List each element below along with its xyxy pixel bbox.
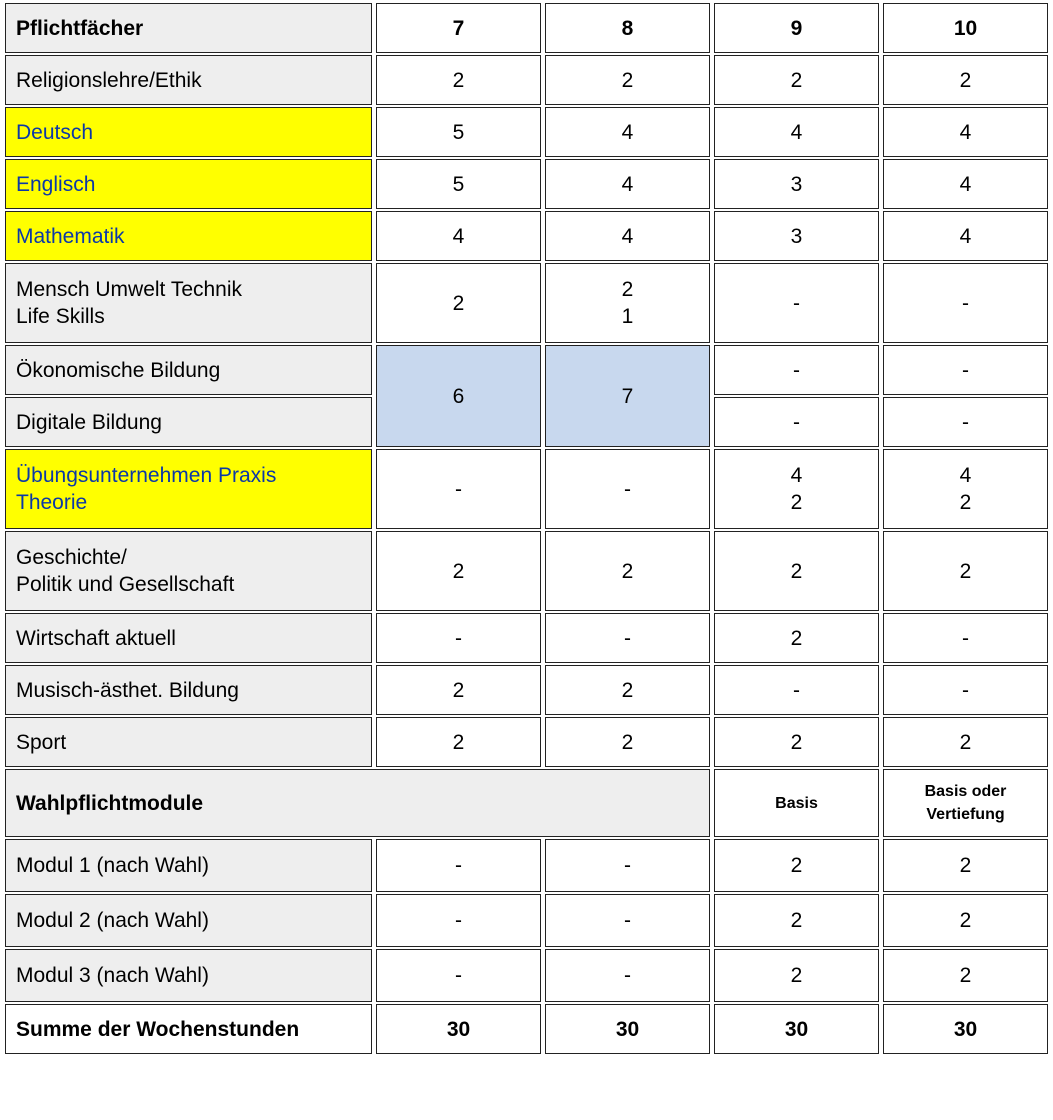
grade-header: 7: [376, 3, 541, 53]
hours-cell: [376, 839, 541, 892]
grade-header: 8: [545, 3, 710, 53]
hours-cell-text: 1: [621, 305, 634, 328]
hours-cell-text: -: [793, 291, 800, 315]
hours-cell-text: -: [624, 964, 631, 987]
hours-cell-text: 3: [790, 172, 803, 196]
table-row: [5, 159, 1048, 209]
merged-hours-cell: [376, 345, 541, 447]
wahlpflicht-level-9-text: Basis: [775, 794, 818, 812]
hours-cell-text: 2: [621, 559, 634, 583]
hours-cell: [714, 107, 879, 157]
subject-label-text: Übungsunternehmen Praxis: [16, 464, 277, 487]
header-label: Pflichtfächer: [5, 3, 372, 53]
table-row: [5, 531, 1048, 611]
hours-cell-text: 2: [621, 278, 634, 301]
hours-cell: [376, 894, 541, 947]
hours-cell-text: 4: [452, 224, 465, 248]
hours-cell: [376, 159, 541, 209]
hours-cell: [714, 211, 879, 261]
hours-cell: [883, 717, 1048, 767]
hours-cell-text: -: [624, 854, 631, 877]
hours-cell-text: -: [624, 477, 631, 501]
hours-cell: [883, 949, 1048, 1002]
hours-cell: [376, 665, 541, 715]
hours-cell-text: 2: [959, 854, 972, 877]
subject-label-text: Mensch Umwelt Technik: [16, 278, 243, 301]
hours-cell: [883, 55, 1048, 105]
subject-label: [5, 397, 372, 447]
table-row: [5, 717, 1048, 767]
hours-cell-text: 4: [959, 120, 972, 144]
hours-cell-text: -: [962, 626, 969, 650]
subject-label-text: Life Skills: [16, 305, 105, 328]
hours-cell: [883, 894, 1048, 947]
hours-cell-text: -: [455, 626, 462, 650]
hours-cell: [376, 107, 541, 157]
hours-cell: [714, 263, 879, 343]
wahlpflicht-row: [5, 769, 1048, 837]
subject-label-text: Musisch-ästhet. Bildung: [16, 678, 239, 702]
module-label-text: Modul 2 (nach Wahl): [16, 909, 209, 932]
table-row: [5, 345, 1048, 395]
module-label: [5, 839, 372, 892]
table-body: [5, 3, 1048, 1054]
hours-cell: [545, 211, 710, 261]
merged-hours-cell-text: 7: [621, 384, 634, 408]
subject-label-text: Ökonomische Bildung: [16, 358, 221, 382]
merged-hours-cell: [545, 345, 710, 447]
hours-cell-text: 4: [790, 120, 803, 144]
hours-cell: [883, 665, 1048, 715]
hours-cell-text: 5: [452, 172, 465, 196]
hours-cell: [883, 839, 1048, 892]
hours-cell: [714, 665, 879, 715]
subject-label: [5, 263, 372, 343]
hours-cell: [714, 613, 879, 663]
hours-cell: [545, 949, 710, 1002]
hours-cell-text: -: [455, 854, 462, 877]
module-label: [5, 894, 372, 947]
hours-cell-text: 2: [452, 678, 465, 702]
subject-label: [5, 665, 372, 715]
hours-cell-text: -: [962, 678, 969, 702]
hours-cell: [545, 159, 710, 209]
hours-cell-text: 4: [959, 172, 972, 196]
hours-cell: [714, 345, 879, 395]
grade-header: 10: [883, 3, 1048, 53]
subject-label-text: Digitale Bildung: [16, 410, 162, 434]
subject-label-text: Mathematik: [16, 224, 125, 248]
subject-label: [5, 531, 372, 611]
hours-cell-text: -: [793, 410, 800, 434]
hours-cell-text: 2: [452, 730, 465, 754]
hours-cell-text: 4: [959, 464, 972, 487]
hours-cell-text: -: [455, 477, 462, 501]
hours-cell: [545, 613, 710, 663]
summe-value: 30: [545, 1004, 710, 1054]
table-row: [5, 613, 1048, 663]
hours-cell-text: 4: [959, 224, 972, 248]
hours-cell: [545, 55, 710, 105]
hours-cell: [545, 717, 710, 767]
summe-row: [5, 1004, 1048, 1054]
module-label: [5, 949, 372, 1002]
hours-cell-text: 2: [790, 909, 803, 932]
hours-cell: [714, 949, 879, 1002]
hours-cell-text: 2: [959, 68, 972, 92]
table-row: [5, 894, 1048, 947]
hours-cell: [376, 613, 541, 663]
subject-label-text: Englisch: [16, 172, 96, 196]
hours-cell-text: -: [624, 909, 631, 932]
hours-cell-text: 2: [790, 491, 803, 514]
summe-value: 30: [714, 1004, 879, 1054]
summe-value: 30: [376, 1004, 541, 1054]
hours-cell-text: 2: [790, 854, 803, 877]
hours-cell: [714, 397, 879, 447]
hours-cell-text: 5: [452, 120, 465, 144]
hours-cell-text: 2: [452, 291, 465, 315]
hours-cell-text: 2: [959, 964, 972, 987]
hours-cell-text: 4: [621, 120, 634, 144]
module-label-text: Modul 3 (nach Wahl): [16, 964, 209, 987]
hours-cell: [883, 107, 1048, 157]
hours-cell: [714, 449, 879, 529]
hours-cell: [376, 55, 541, 105]
hours-cell: [376, 531, 541, 611]
hours-cell-text: 4: [790, 464, 803, 487]
summe-value: 30: [883, 1004, 1048, 1054]
hours-cell-text: 2: [959, 909, 972, 932]
summe-label: Summe der Wochenstunden: [5, 1004, 372, 1054]
hours-cell: [714, 159, 879, 209]
hours-cell: [883, 263, 1048, 343]
hours-cell: [545, 665, 710, 715]
hours-cell: [883, 613, 1048, 663]
hours-cell-text: 2: [790, 559, 803, 583]
hours-cell-text: 2: [790, 730, 803, 754]
hours-cell-text: -: [962, 291, 969, 315]
hours-cell-text: 2: [959, 491, 972, 514]
hours-cell: [376, 449, 541, 529]
subject-label: [5, 345, 372, 395]
hours-cell-text: -: [455, 964, 462, 987]
subject-hours-table: [1, 1, 1052, 1056]
hours-cell: [545, 107, 710, 157]
hours-cell: [714, 55, 879, 105]
hours-cell: [376, 211, 541, 261]
hours-cell-text: 2: [790, 964, 803, 987]
hours-cell: [545, 839, 710, 892]
wahlpflicht-level-9: [714, 769, 879, 837]
wahlpflicht-label: Wahlpflichtmodule: [5, 769, 710, 837]
hours-cell-text: -: [793, 678, 800, 702]
hours-cell: [545, 263, 710, 343]
table-row: [5, 107, 1048, 157]
hours-cell: [883, 531, 1048, 611]
hours-cell: [545, 894, 710, 947]
hours-cell: [714, 839, 879, 892]
wahlpflicht-level-10: [883, 769, 1048, 837]
hours-cell-text: -: [624, 626, 631, 650]
table-row: [5, 449, 1048, 529]
subject-label: [5, 107, 372, 157]
wahlpflicht-level-10-text: Basis oder: [924, 783, 1007, 800]
subject-label: [5, 211, 372, 261]
grade-header: 9: [714, 3, 879, 53]
hours-cell: [883, 449, 1048, 529]
hours-cell-text: 2: [790, 626, 803, 650]
table-row: [5, 949, 1048, 1002]
header-row: [5, 3, 1048, 53]
subject-label-text: Sport: [16, 730, 67, 754]
table-row: [5, 263, 1048, 343]
hours-cell-text: 2: [452, 68, 465, 92]
hours-cell-text: 2: [621, 730, 634, 754]
subject-label: [5, 159, 372, 209]
hours-cell: [545, 531, 710, 611]
subject-label-text: Wirtschaft aktuell: [16, 626, 176, 650]
hours-cell: [545, 449, 710, 529]
hours-cell-text: 2: [621, 68, 634, 92]
hours-cell-text: 3: [790, 224, 803, 248]
hours-cell-text: -: [962, 410, 969, 434]
hours-cell: [376, 263, 541, 343]
subject-label-text: Theorie: [16, 491, 88, 514]
hours-cell: [883, 211, 1048, 261]
hours-cell-text: 2: [452, 559, 465, 583]
hours-cell-text: -: [962, 358, 969, 382]
subject-label: [5, 55, 372, 105]
table-row: [5, 839, 1048, 892]
hours-cell-text: 2: [959, 559, 972, 583]
subject-label: [5, 717, 372, 767]
hours-cell: [883, 345, 1048, 395]
hours-cell-text: 2: [790, 68, 803, 92]
hours-cell: [376, 949, 541, 1002]
module-label-text: Modul 1 (nach Wahl): [16, 854, 209, 877]
hours-cell-text: 2: [621, 678, 634, 702]
hours-cell: [883, 397, 1048, 447]
table-row: [5, 55, 1048, 105]
table-row: [5, 665, 1048, 715]
timetable-document: [1, 1, 1052, 1056]
hours-cell-text: -: [455, 909, 462, 932]
hours-cell-text: 4: [621, 172, 634, 196]
hours-cell-text: 4: [621, 224, 634, 248]
hours-cell-text: -: [793, 358, 800, 382]
table-row: [5, 211, 1048, 261]
subject-label-text: Deutsch: [16, 120, 94, 144]
subject-label: [5, 449, 372, 529]
hours-cell: [714, 717, 879, 767]
hours-cell: [883, 159, 1048, 209]
hours-cell-text: 2: [959, 730, 972, 754]
merged-hours-cell-text: 6: [452, 384, 465, 408]
subject-label-text: Geschichte/: [16, 546, 127, 569]
hours-cell: [376, 717, 541, 767]
subject-label-text: Religionslehre/Ethik: [16, 68, 202, 92]
hours-cell: [714, 894, 879, 947]
wahlpflicht-level-10-text: Vertiefung: [926, 806, 1005, 823]
hours-cell: [714, 531, 879, 611]
subject-label: [5, 613, 372, 663]
subject-label-text: Politik und Gesellschaft: [16, 573, 235, 596]
